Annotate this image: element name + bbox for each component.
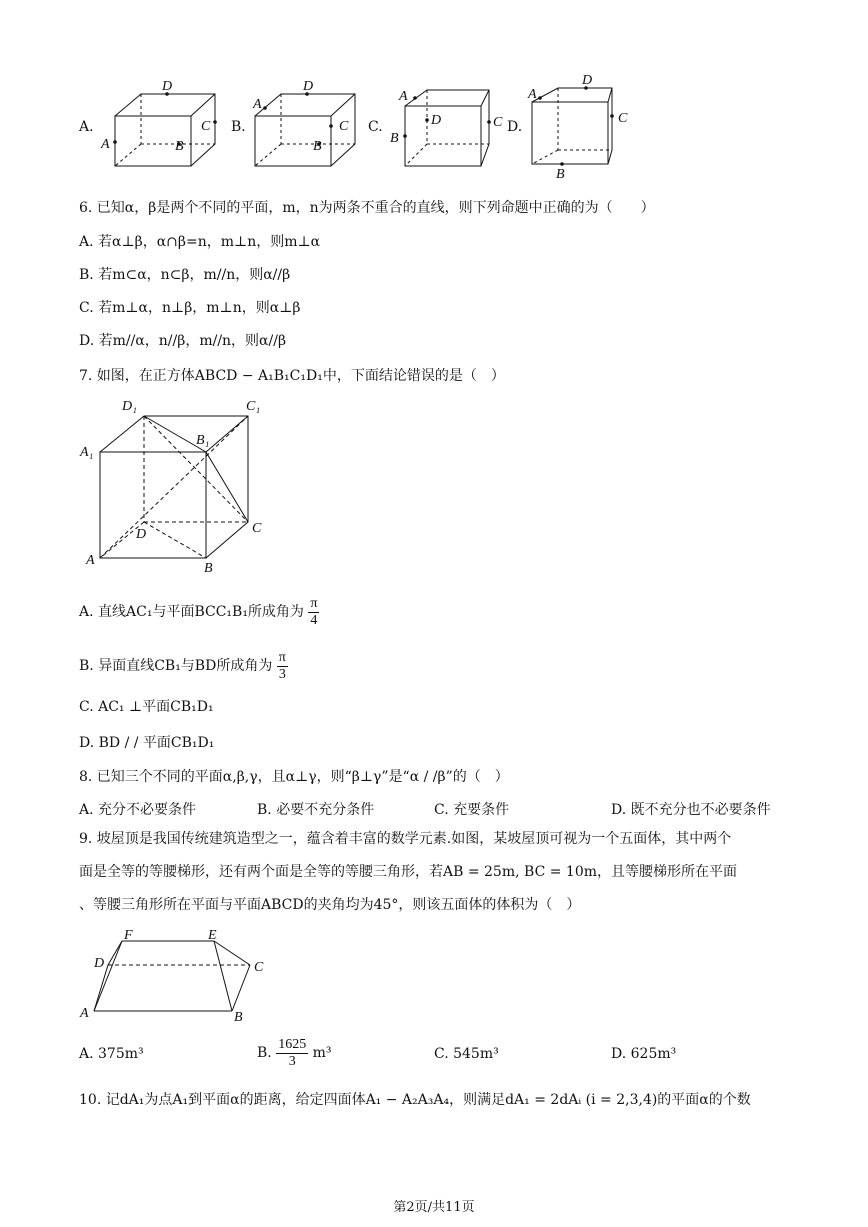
q5b-label-c: C — [339, 119, 349, 134]
q9-option-b — [257, 1032, 332, 1074]
q7-option-b-num: π — [278, 649, 286, 665]
q7-option-c: C. AC₁ ⊥平面CB₁D₁ — [79, 699, 214, 715]
q9-label-d: D — [94, 956, 105, 971]
q6-option-d: D. 若m//α，n//β，m//n，则α//β — [79, 333, 287, 349]
q8-option-c: C. 充要条件 — [434, 802, 510, 818]
q9-line-1: 9. 坡屋顶是我国传统建筑造型之一，蕴含着丰富的数学元素.如图，某坡屋顶可视为一个五面体，其中两个 — [79, 831, 732, 847]
q9-label-a: A — [80, 1006, 89, 1021]
q5a-label-b: B — [175, 139, 184, 154]
q7-label-c: C — [252, 521, 262, 536]
q5a-label-c: C — [201, 119, 211, 134]
q8-option-b: B. 必要不充分条件 — [257, 802, 375, 818]
q6-option-a: A. 若α⊥β，α∩β=n，m⊥n，则m⊥α — [79, 234, 321, 250]
q7-option-b-den: 3 — [278, 666, 286, 682]
page-footer: 第2页/共11页 — [393, 1200, 475, 1215]
q7-label-c1: C₁ — [246, 399, 261, 414]
q9-option-b-den: 3 — [288, 1053, 296, 1069]
q5-option-a-letter: A. — [79, 119, 94, 135]
q5a-label-a: A — [101, 137, 110, 152]
q5b-label-b: B — [313, 139, 322, 154]
q5d-label-c: C — [618, 111, 628, 126]
q9-label-f: F — [124, 928, 133, 943]
q5c-label-c: C — [493, 115, 503, 130]
q8-option-a: A. 充分不必要条件 — [79, 802, 197, 818]
q7-cube-figure — [78, 392, 278, 577]
q5-option-c-cube — [385, 80, 510, 170]
q9-option-b-num: 1625 — [278, 1036, 307, 1052]
q8-option-d: D. 既不充分也不必要条件 — [611, 802, 771, 818]
q5b-label-a: A — [253, 97, 262, 112]
q10-stem: 10. 记dA₁为点A₁到平面α的距离，给定四面体A₁ − A₂A₃A₄，则满足dA₁ = 2dAᵢ (i = 2,3,4)的平面α的个数 — [79, 1092, 751, 1108]
q9-label-b: B — [234, 1010, 243, 1025]
q7-label-a: A — [86, 553, 95, 568]
q7-option-a-text: A. 直线AC₁与平面BCC₁B₁所成角为 — [79, 604, 304, 620]
q7-label-d: D — [136, 527, 147, 542]
q7-option-b — [79, 646, 288, 686]
q6-option-c: C. 若m⊥α，n⊥β，m⊥n，则α⊥β — [79, 300, 301, 316]
q5-option-b-cube — [243, 78, 368, 168]
q7-option-a-den: 4 — [310, 612, 318, 628]
q7-option-a-fraction — [308, 596, 319, 629]
q7-option-d: D. BD / / 平面CB₁D₁ — [79, 735, 215, 751]
q9-roof-figure — [78, 925, 278, 1025]
q5c-label-d: D — [431, 113, 442, 128]
q9-option-b-fraction — [276, 1037, 308, 1070]
q7-option-a-num: π — [310, 595, 318, 611]
q5b-label-d: D — [303, 79, 314, 94]
q5-option-a-cube — [95, 78, 220, 168]
q9-label-e: E — [208, 928, 217, 943]
q5-option-b-letter: B. — [231, 119, 246, 135]
q7-label-b: B — [204, 561, 213, 576]
q9-option-b-letter: B. — [257, 1045, 272, 1061]
q5c-label-a: A — [399, 89, 408, 104]
q9-option-c: C. 545m³ — [434, 1046, 499, 1062]
q9-option-a: A. 375m³ — [79, 1046, 144, 1062]
q5d-label-d: D — [582, 73, 593, 88]
q9-line-3: 、等腰三角形所在平面与平面ABCD的夹角均为45°，则该五面体的体积为（ ） — [79, 897, 581, 913]
q7-option-a — [79, 592, 319, 632]
q7-option-b-fraction — [277, 650, 288, 683]
q6-stem: 6. 已知α，β是两个不同的平面，m，n为两条不重合的直线，则下列命题中正确的为（ ） — [79, 200, 655, 216]
q5d-label-b: B — [556, 167, 565, 180]
q6-option-b: B. 若m⊂α，n⊂β，m//n，则α//β — [79, 267, 291, 283]
q5d-label-a: A — [528, 87, 537, 102]
q9-line-2: 面是全等的等腰梯形，还有两个面是全等的等腰三角形，若AB = 25m, BC = 10m，且等腰梯形所在平面 — [79, 864, 737, 880]
q8-stem: 8. 已知三个不同的平面α,β,γ，且α⊥γ，则“β⊥γ”是“α / /β”的（ ） — [79, 769, 509, 785]
q9-option-b-unit: m³ — [312, 1045, 332, 1061]
q7-label-d1: D₁ — [122, 399, 137, 414]
q5-option-d-letter: D. — [507, 119, 523, 135]
q5-option-c-letter: C. — [368, 119, 383, 135]
q7-label-b1: B₁ — [196, 433, 210, 448]
q7-label-a1: A₁ — [80, 445, 94, 460]
q5a-label-d: D — [162, 79, 173, 94]
q7-option-b-text: B. 异面直线CB₁与BD所成角为 — [79, 658, 273, 674]
q7-stem: 7. 如图，在正方体ABCD − A₁B₁C₁D₁中，下面结论错误的是（ ） — [79, 368, 505, 384]
q9-option-d: D. 625m³ — [611, 1046, 677, 1062]
q5-option-d-cube — [520, 70, 645, 180]
q9-label-c: C — [254, 960, 264, 975]
q5c-label-b: B — [390, 131, 399, 146]
